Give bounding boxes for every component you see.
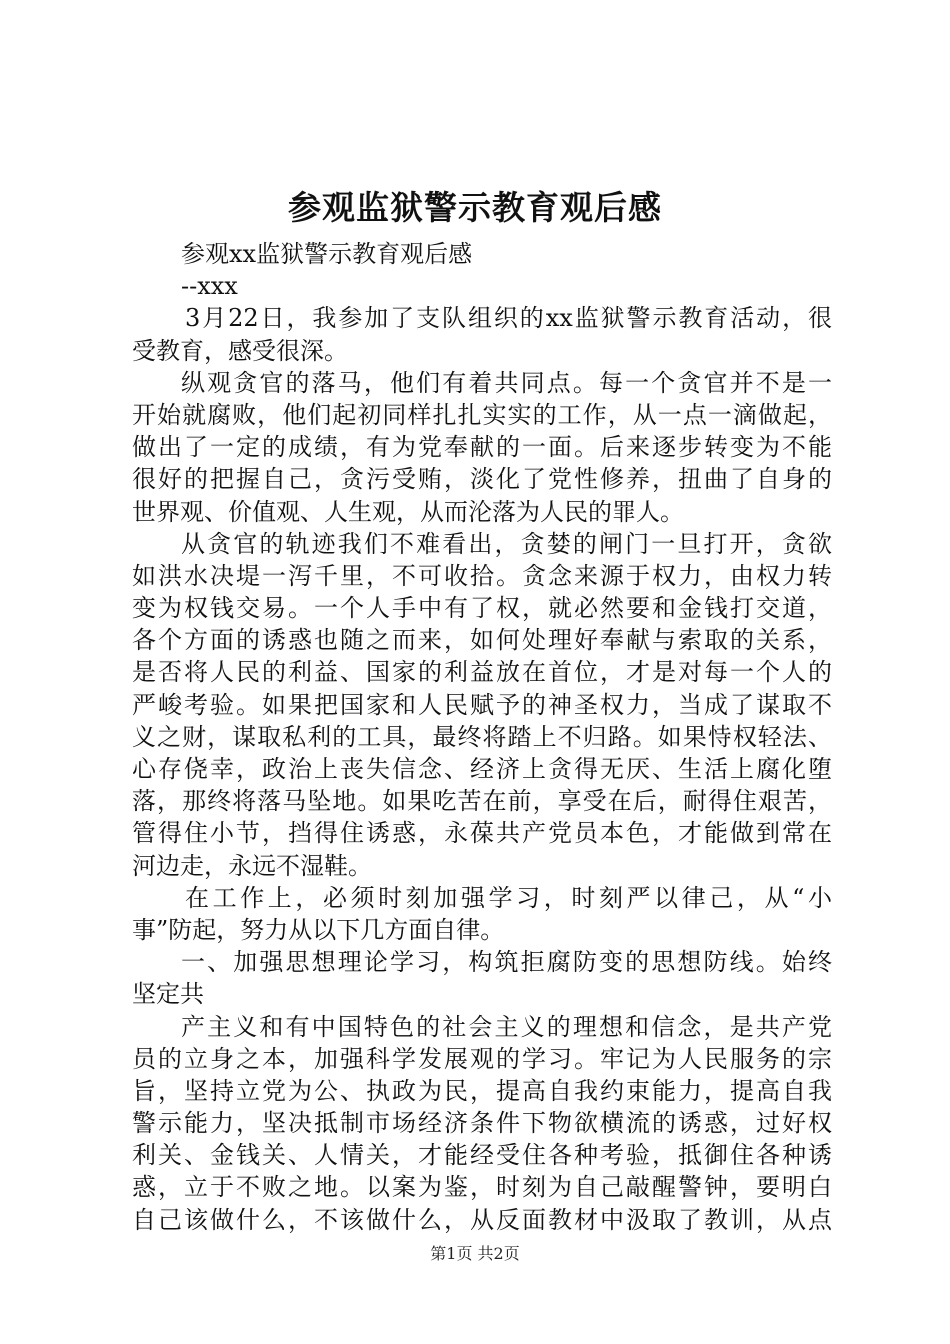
paragraph-line: 一、加强思想理论学习，构筑拒腐防变的思想防线。始终	[181, 948, 832, 977]
paragraph-line: 落，那终将落马坠地。如果吃苦在前，享受在后，耐得住艰苦，	[132, 787, 832, 816]
paragraph-line: 是否将人民的利益、国家的利益放在首位，才是对每一个人的	[132, 658, 832, 687]
paragraph-line: 在工作上，必须时刻加强学习，时刻严以律己，从“小	[185, 883, 832, 912]
paragraph-line: 旨，坚持立党为公、执政为民，提高自我约束能力，提高自我	[132, 1076, 832, 1105]
subtitle-line: 参观xx监狱警示教育观后感	[181, 240, 473, 268]
document-body	[132, 238, 832, 1236]
paragraph-line: 如洪水决堤一泻千里，不可收拾。贪念来源于权力，由权力转	[132, 561, 832, 590]
paragraph-line: 很好的把握自己，贪污受贿，淡化了党性修养，扭曲了自身的	[132, 465, 832, 494]
author-line: --xxx	[181, 272, 238, 301]
paragraph-line: 3月22日，我参加了支队组织的xx监狱警示教育活动，很	[185, 304, 832, 333]
paragraph-line: 做出了一定的成绩，有为党奉献的一面。后来逐步转变为不能	[132, 433, 832, 462]
paragraph-line: 产主义和有中国特色的社会主义的理想和信念，是共产党	[181, 1012, 832, 1041]
paragraph-line: 受教育，感受很深。	[132, 336, 348, 365]
paragraph-line: 警示能力，坚决抵制市场经济条件下物欲横流的诱惑，过好权	[132, 1109, 832, 1138]
paragraph-line: 纵观贪官的落马，他们有着共同点。每一个贪官并不是一	[181, 368, 832, 397]
document-title: 参观监狱警示教育观后感	[288, 188, 662, 227]
paragraph-line: 员的立身之本，加强科学发展观的学习。牢记为人民服务的宗	[132, 1044, 832, 1073]
paragraph-line: 各个方面的诱惑也随之而来，如何处理好奉献与索取的关系，	[132, 626, 832, 655]
paragraph-line: 自己该做什么，不该做什么，从反面教材中汲取了教训，从点	[132, 1205, 832, 1234]
paragraph-line: 严峻考验。如果把国家和人民赋予的神圣权力，当成了谋取不	[132, 690, 832, 719]
page-number: 第1页 共2页	[430, 1244, 520, 1263]
paragraph-line: 河边走，永远不湿鞋。	[132, 851, 372, 880]
paragraph-line: 从贪官的轨迹我们不难看出，贪婪的闸门一旦打开，贪欲	[181, 529, 832, 558]
paragraph-line: 坚定共	[132, 980, 204, 1009]
paragraph-line: 开始就腐败，他们起初同样扎扎实实的工作，从一点一滴做起，	[132, 400, 832, 429]
paragraph-line: 世界观、价值观、人生观，从而沦落为人民的罪人。	[132, 497, 684, 526]
paragraph-line: 惑，立于不败之地。以案为鉴，时刻为自己敲醒警钟，要明白	[132, 1173, 832, 1202]
paragraph-line: 心存侥幸，政治上丧失信念、经济上贪得无厌、生活上腐化堕	[132, 755, 832, 783]
paragraph-line: 利关、金钱关、人情关，才能经受住各种考验，抵御住各种诱	[132, 1141, 832, 1170]
paragraph-line: 事”防起，努力从以下几方面自律。	[132, 915, 505, 944]
paragraph-line: 管得住小节，挡得住诱惑，永葆共产党员本色，才能做到常在	[132, 819, 832, 848]
paragraph-line: 义之财，谋取私利的工具，最终将踏上不归路。如果恃权轻法、	[132, 722, 832, 751]
paragraph-line: 变为权钱交易。一个人手中有了权，就必然要和金钱打交道，	[132, 594, 832, 623]
